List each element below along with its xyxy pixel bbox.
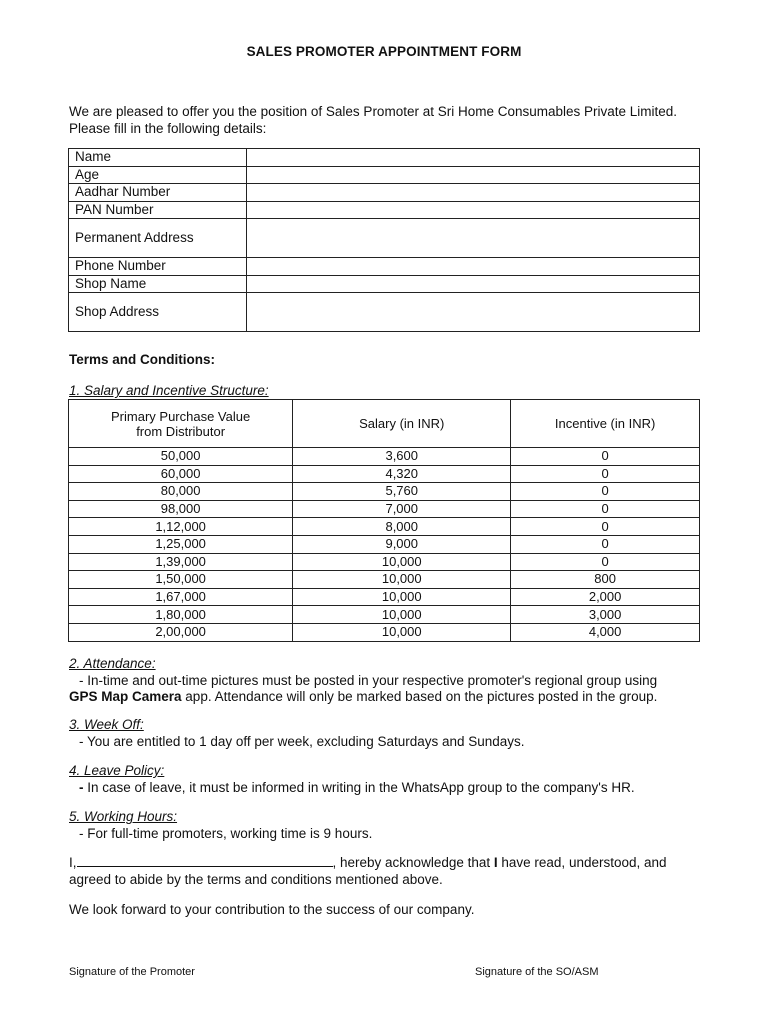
intro-line-2: Please fill in the following details: [69,121,267,136]
hours-heading: 5. Working Hours: [69,809,178,824]
leave-text: - In case of leave, it must be informed in writing in the WhatsApp group to the company's HR. [79,779,635,795]
col-header-purchase: Primary Purchase Value from Distributor [69,400,293,448]
incentive-cell: 3,000 [511,606,700,624]
details-table [68,148,700,332]
salary-cell: 10,000 [293,553,511,571]
incentive-cell: 0 [511,448,700,466]
table-row [69,465,700,483]
salary-cell: 7,000 [293,500,511,518]
weekoff-text: - You are entitled to 1 day off per week, excluding Saturdays and Sundays. [79,733,525,749]
incentive-cell: 0 [511,465,700,483]
incentive-cell: 4,000 [511,623,700,641]
weekoff-section [69,717,701,750]
purchase-cell: 50,000 [69,448,293,466]
purchase-cell: 1,67,000 [69,588,293,606]
closing-line: We look forward to your contribution to the success of our company. [69,902,475,917]
details-row [69,258,700,276]
table-row [69,483,700,501]
salary-cell: 9,000 [293,535,511,553]
details-label: Phone Number [69,258,247,276]
details-row [69,184,700,202]
incentive-cell: 0 [511,518,700,536]
purchase-cell: 60,000 [69,465,293,483]
details-label: Aadhar Number [69,184,247,202]
details-label: Shop Address [69,293,247,332]
salary-cell: 10,000 [293,588,511,606]
leave-section [69,763,701,796]
terms-heading: Terms and Conditions: [69,352,216,367]
purchase-cell: 2,00,000 [69,623,293,641]
signature-so-asm: Signature of the SO/ASM [475,966,599,978]
salary-cell: 4,320 [293,465,511,483]
salary-cell: 8,000 [293,518,511,536]
salary-cell: 5,760 [293,483,511,501]
signature-promoter: Signature of the Promoter [69,966,195,978]
incentive-cell: 2,000 [511,588,700,606]
salary-cell: 10,000 [293,571,511,589]
details-label: Shop Name [69,275,247,293]
incentive-cell: 800 [511,571,700,589]
intro-paragraph [69,103,701,137]
purchase-cell: 1,80,000 [69,606,293,624]
details-label: Permanent Address [69,219,247,258]
details-row [69,166,700,184]
table-row [69,588,700,606]
details-label: Name [69,149,247,167]
ack-line-1: I, , hereby acknowledge that I have read, understood, and [69,855,667,870]
table-row [69,535,700,553]
details-label: Age [69,166,247,184]
intro-line-1: We are pleased to offer you the position of Sales Promoter at Sri Home Consumables Private Limited. [69,104,678,119]
purchase-cell: 98,000 [69,500,293,518]
details-value-field[interactable] [247,293,700,332]
page-title: SALES PROMOTER APPOINTMENT FORM [246,44,522,59]
weekoff-heading: 3. Week Off: [69,717,144,732]
table-row [69,606,700,624]
hours-text: - For full-time promoters, working time is 9 hours. [79,825,373,841]
attendance-line-1: - In-time and out-time pictures must be posted in your respective promoter's regional group using [79,672,658,688]
details-value-field[interactable] [247,184,700,202]
attendance-heading: 2. Attendance: [69,656,156,671]
hours-section [69,809,701,842]
details-value-field[interactable] [247,166,700,184]
purchase-cell: 1,25,000 [69,535,293,553]
incentive-cell: 0 [511,483,700,501]
details-value-field[interactable] [247,219,700,258]
attendance-section [69,656,701,706]
table-row [69,623,700,641]
purchase-cell: 1,39,000 [69,553,293,571]
incentive-cell: 0 [511,535,700,553]
incentive-cell: 0 [511,500,700,518]
details-row [69,275,700,293]
purchase-cell: 80,000 [69,483,293,501]
purchase-cell: 1,50,000 [69,571,293,589]
acknowledgement [69,855,701,888]
name-blank-line[interactable] [77,865,333,867]
salary-cell: 3,600 [293,448,511,466]
salary-heading: 1. Salary and Incentive Structure: [69,383,269,398]
details-value-field[interactable] [247,201,700,219]
details-row [69,149,700,167]
details-value-field[interactable] [247,149,700,167]
table-row [69,553,700,571]
table-row [69,500,700,518]
gps-app-name: GPS Map Camera [69,689,182,704]
details-value-field[interactable] [247,258,700,276]
salary-cell: 10,000 [293,606,511,624]
table-row [69,448,700,466]
details-label: PAN Number [69,201,247,219]
details-row [69,293,700,332]
col-header-salary: Salary (in INR) [293,400,511,448]
salary-cell: 10,000 [293,623,511,641]
table-row [69,571,700,589]
salary-table [68,399,700,642]
col-header-incentive: Incentive (in INR) [511,400,700,448]
attendance-line-2: GPS Map Camera app. Attendance will only be marked based on the pictures posted in the group. [69,689,658,704]
ack-line-2: agreed to abide by the terms and conditions mentioned above. [69,871,443,887]
details-value-field[interactable] [247,275,700,293]
incentive-cell: 0 [511,553,700,571]
details-row [69,201,700,219]
leave-heading: 4. Leave Policy: [69,763,165,778]
purchase-cell: 1,12,000 [69,518,293,536]
table-row [69,518,700,536]
details-row [69,219,700,258]
